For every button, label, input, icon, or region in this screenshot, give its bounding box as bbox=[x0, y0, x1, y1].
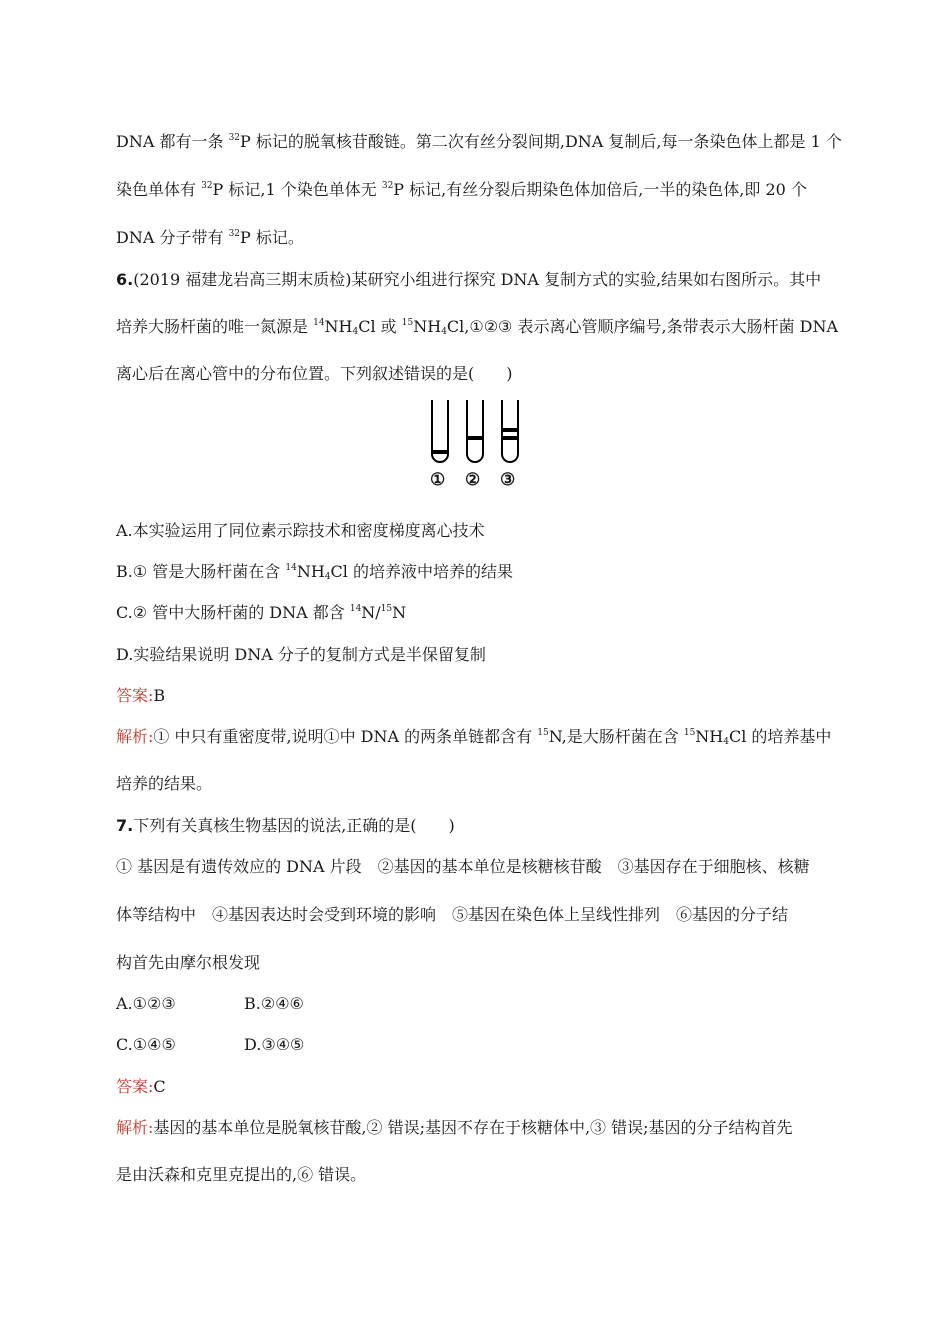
q7-answer bbox=[116, 1076, 166, 1098]
q6-answer bbox=[116, 685, 165, 707]
q6-number: 6. bbox=[116, 270, 134, 289]
intro-line-3: DNA 分子带有 $^{32}$P 标记。 bbox=[116, 228, 304, 247]
q6-explanation-line-1: 解析:① 中只有重密度带,说明①中 DNA 的两条单链都含有 $^{15}$N,是大肠杆菌在含 $^{15}NH_4Cl$ 的培养基中 bbox=[116, 727, 832, 747]
q7-stem-line-4: 构首先由摩尔根发现 bbox=[116, 953, 261, 972]
q6-stem-line-1: 6.(2019 福建龙岩高三期末质检)某研究小组进行探究 DNA 复制方式的实验,结果如右图所示。其中 bbox=[116, 270, 822, 289]
q7-option-a: A.①②③ bbox=[116, 994, 176, 1013]
q7-stem-line-3: 体等结构中 ④基因表达时会受到环境的影响 ⑤基因在染色体上呈线性排列 ⑥基因的分子结 bbox=[116, 905, 789, 924]
q7-option-d: D.③④⑤ bbox=[244, 1035, 305, 1054]
tube-label-3: ③ bbox=[500, 470, 516, 490]
intro-line-1: DNA 都有一条 $^{32}$P 标记的脱氧核苷酸链。第二次有丝分裂间期,DNA 复制后,每一条染色体上都是 1 个 bbox=[116, 132, 842, 151]
centrifuge-tubes-figure bbox=[420, 396, 530, 492]
q7-stem-line-2: ① 基因是有遗传效应的 DNA 片段 ②基因的基本单位是核糖核苷酸 ③基因存在于细胞核、核糖 bbox=[116, 857, 810, 876]
q6-stem-line-3: 离心后在离心管中的分布位置。下列叙述错误的是( ) bbox=[116, 364, 513, 383]
q6-answer-value: B bbox=[153, 686, 166, 705]
q7-explanation-line-1: 解析:基因的基本单位是脱氧核苷酸,② 错误;基因不存在于核糖体中,③ 错误;基因的分子结构首先 bbox=[116, 1118, 793, 1137]
q6-option-a: A.本实验运用了同位素示踪技术和密度梯度离心技术 bbox=[116, 521, 485, 540]
tube-3-band-upper bbox=[503, 428, 517, 432]
q7-explanation-line-2: 是由沃森和克里克提出的,⑥ 错误。 bbox=[116, 1165, 367, 1184]
q7-number: 7. bbox=[116, 816, 134, 835]
q7-answer-value: C bbox=[153, 1077, 166, 1096]
q7-stem-line-1: 7.下列有关真核生物基因的说法,正确的是( ) bbox=[116, 816, 455, 835]
q6-explanation-line-2: 培养的结果。 bbox=[116, 774, 213, 793]
q6-stem-line-2: 培养大肠杆菌的唯一氮源是 $^{14}NH_4Cl$ 或 $^{15}NH_4Cl,①②③$ 表示离心管顺序编号,条带表示大肠杆菌 DNA bbox=[116, 317, 839, 337]
tube-2 bbox=[467, 400, 483, 462]
q6-answer-label: 答案: bbox=[116, 686, 154, 705]
tube-1-band bbox=[433, 450, 447, 454]
q6-option-b: B.① 管是大肠杆菌在含 $^{14}NH_4Cl$ 的培养液中培养的结果 bbox=[116, 562, 513, 582]
q7-option-b: B.②④⑥ bbox=[244, 994, 304, 1013]
tube-label-1: ① bbox=[430, 470, 446, 490]
q6-explanation-label: 解析: bbox=[116, 727, 154, 746]
q7-option-c: C.①④⑤ bbox=[116, 1035, 176, 1054]
q7-explanation-label: 解析: bbox=[116, 1118, 154, 1137]
intro-line-2: 染色单体有 $^{32}$P 标记,1 个染色单体无 $^{32}$P 标记,有丝分裂后期染色体加倍后,一半的染色体,即 20 个 bbox=[116, 180, 807, 199]
q7-answer-label: 答案: bbox=[116, 1077, 154, 1096]
tube-2-band bbox=[468, 436, 482, 440]
q6-option-d: D.实验结果说明 DNA 分子的复制方式是半保留复制 bbox=[116, 645, 486, 664]
tube-label-2: ② bbox=[465, 470, 481, 490]
tube-3-band-lower bbox=[503, 436, 517, 440]
q6-option-c: C.② 管中大肠杆菌的 DNA 都含 $^{14}$N/$^{15}$N bbox=[116, 603, 407, 622]
